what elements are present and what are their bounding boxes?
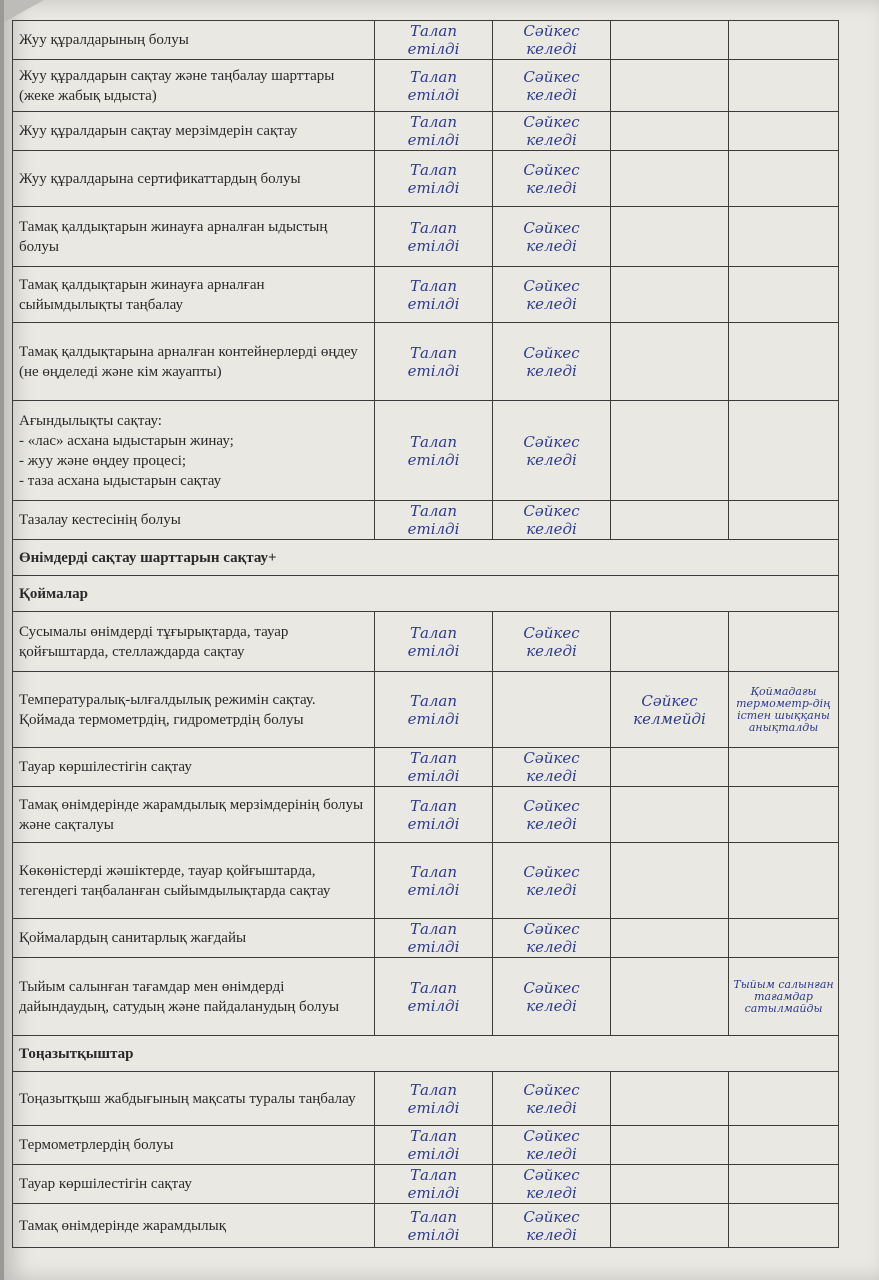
document-page (4, 0, 879, 1280)
table-row (13, 21, 839, 60)
noncompliance-cell (611, 112, 729, 151)
requirement-text: Температуралық-ылғалдылық режимін сақтау. Қоймада термометрдің, гидрометрдің болуы (13, 672, 375, 748)
requirement-status-cell: Талап етілді (375, 501, 493, 540)
requirement-text: Жуу құралдарына сертификаттардың болуы (13, 151, 375, 207)
noncompliance-cell (611, 958, 729, 1036)
noncompliance-cell (611, 207, 729, 267)
noncompliance-cell (611, 60, 729, 112)
table-row (13, 60, 839, 112)
requirement-status-cell: Талап етілді (375, 958, 493, 1036)
note-cell (729, 401, 839, 501)
noncompliance-cell (611, 1204, 729, 1248)
note-cell (729, 612, 839, 672)
requirement-text: Ағындылықты сақтау: - «лас» асхана ыдыстарын жинау; - жуу және өңдеу процесі; - таза асхана ыдыстарын сақтау (13, 401, 375, 501)
noncompliance-cell (611, 401, 729, 501)
note-cell (729, 207, 839, 267)
noncompliance-cell (611, 267, 729, 323)
requirement-text: Тауар көршілестігін сақтау (13, 748, 375, 787)
note-cell (729, 501, 839, 540)
requirement-text: Қоймалардың санитарлық жағдайы (13, 919, 375, 958)
table-row (13, 401, 839, 501)
noncompliance-cell (611, 1126, 729, 1165)
noncompliance-cell (611, 21, 729, 60)
section-row (13, 540, 839, 576)
compliance-cell: Сәйкес келеді (493, 843, 611, 919)
compliance-cell: Сәйкес келеді (493, 919, 611, 958)
table-row (13, 501, 839, 540)
inspection-table-body (13, 21, 839, 1248)
table-row (13, 748, 839, 787)
noncompliance-cell (611, 501, 729, 540)
table-row (13, 1165, 839, 1204)
requirement-text: Тамақ қалдықтарын жинауға арналған сыйымдылықты таңбалау (13, 267, 375, 323)
requirement-status-cell: Талап етілді (375, 21, 493, 60)
requirement-text: Термометрлердің болуы (13, 1126, 375, 1165)
compliance-cell: Сәйкес келеді (493, 1126, 611, 1165)
table-row (13, 843, 839, 919)
requirement-status-cell: Талап етілді (375, 1126, 493, 1165)
note-cell (729, 1165, 839, 1204)
note-cell (729, 60, 839, 112)
compliance-cell: Сәйкес келеді (493, 787, 611, 843)
compliance-cell: Сәйкес келеді (493, 21, 611, 60)
noncompliance-cell (611, 1072, 729, 1126)
note-cell (729, 748, 839, 787)
requirement-text: Тыйым салынған тағамдар мен өнімдерді дайындаудың, сатудың және пайдаланудың болуы (13, 958, 375, 1036)
requirement-text: Сусымалы өнімдерді тұғырықтарда, тауар қойғыштарда, стеллаждарда сақтау (13, 612, 375, 672)
table-row (13, 1204, 839, 1248)
requirement-text: Көкөністерді жәшіктерде, тауар қойғыштарда, тегендегі таңбаланған сыйымдылықтарда сақтау (13, 843, 375, 919)
table-row (13, 1126, 839, 1165)
note-cell (729, 1126, 839, 1165)
section-row (13, 576, 839, 612)
requirement-status-cell: Талап етілді (375, 919, 493, 958)
table-row (13, 151, 839, 207)
table-row (13, 787, 839, 843)
noncompliance-cell (611, 787, 729, 843)
noncompliance-cell (611, 843, 729, 919)
requirement-status-cell: Талап етілді (375, 672, 493, 748)
compliance-cell: Сәйкес келеді (493, 401, 611, 501)
compliance-cell: Сәйкес келеді (493, 1204, 611, 1248)
note-cell (729, 112, 839, 151)
table-row (13, 612, 839, 672)
table-row (13, 1072, 839, 1126)
requirement-status-cell: Талап етілді (375, 267, 493, 323)
noncompliance-cell (611, 323, 729, 401)
requirement-text: Тамақ өнімдерінде жарамдылық (13, 1204, 375, 1248)
note-cell (729, 843, 839, 919)
requirement-text: Жуу құралдарын сақтау мерзімдерін сақтау (13, 112, 375, 151)
requirement-text: Тауар көршілестігін сақтау (13, 1165, 375, 1204)
noncompliance-cell (611, 919, 729, 958)
compliance-cell: Сәйкес келеді (493, 151, 611, 207)
requirement-status-cell: Талап етілді (375, 1204, 493, 1248)
table-row (13, 958, 839, 1036)
noncompliance-cell (611, 1165, 729, 1204)
section-title: Өнімдерді сақтау шарттарын сақтау+ (13, 540, 839, 576)
requirement-text: Жуу құралдарының болуы (13, 21, 375, 60)
note-cell (729, 21, 839, 60)
requirement-status-cell: Талап етілді (375, 1165, 493, 1204)
compliance-cell: Сәйкес келеді (493, 207, 611, 267)
note-cell (729, 323, 839, 401)
note-cell (729, 1204, 839, 1248)
requirement-status-cell: Талап етілді (375, 787, 493, 843)
compliance-cell (493, 672, 611, 748)
requirement-status-cell: Талап етілді (375, 843, 493, 919)
requirement-status-cell: Талап етілді (375, 207, 493, 267)
page-fold (4, 0, 44, 22)
compliance-cell: Сәйкес келеді (493, 748, 611, 787)
requirement-status-cell: Талап етілді (375, 151, 493, 207)
requirement-text: Тамақ өнімдерінде жарамдылық мерзімдерінің болуы және сақталуы (13, 787, 375, 843)
noncompliance-cell: Сәйкес келмейді (611, 672, 729, 748)
inspection-table (12, 20, 839, 1248)
table-row (13, 207, 839, 267)
noncompliance-cell (611, 151, 729, 207)
requirement-status-cell: Талап етілді (375, 60, 493, 112)
requirement-text: Тазалау кестесінің болуы (13, 501, 375, 540)
note-cell (729, 151, 839, 207)
table-row (13, 672, 839, 748)
note-cell (729, 919, 839, 958)
section-title: Тоңазытқыштар (13, 1036, 839, 1072)
compliance-cell: Сәйкес келеді (493, 112, 611, 151)
table-row (13, 919, 839, 958)
requirement-status-cell: Талап етілді (375, 112, 493, 151)
compliance-cell: Сәйкес келеді (493, 323, 611, 401)
table-row (13, 323, 839, 401)
note-cell: Қоймадағы термометр-дің істен шыққаны анықталды (729, 672, 839, 748)
compliance-cell: Сәйкес келеді (493, 60, 611, 112)
table-row (13, 267, 839, 323)
compliance-cell: Сәйкес келеді (493, 612, 611, 672)
requirement-status-cell: Талап етілді (375, 401, 493, 501)
requirement-status-cell: Талап етілді (375, 1072, 493, 1126)
section-title: Қоймалар (13, 576, 839, 612)
table-row (13, 112, 839, 151)
requirement-status-cell: Талап етілді (375, 612, 493, 672)
noncompliance-cell (611, 748, 729, 787)
requirement-status-cell: Талап етілді (375, 323, 493, 401)
compliance-cell: Сәйкес келеді (493, 267, 611, 323)
noncompliance-cell (611, 612, 729, 672)
requirement-text: Жуу құралдарын сақтау және таңбалау шарттары (жеке жабық ыдыста) (13, 60, 375, 112)
compliance-cell: Сәйкес келеді (493, 958, 611, 1036)
requirement-text: Тамақ қалдықтарына арналған контейнерлерді өңдеу (не өңделеді және кім жауапты) (13, 323, 375, 401)
note-cell: Тыйым салынған тағамдар сатылмайды (729, 958, 839, 1036)
requirement-text: Тамақ қалдықтарын жинауға арналған ыдыстың болуы (13, 207, 375, 267)
requirement-text: Тоңазытқыш жабдығының мақсаты туралы таңбалау (13, 1072, 375, 1126)
compliance-cell: Сәйкес келеді (493, 501, 611, 540)
compliance-cell: Сәйкес келеді (493, 1072, 611, 1126)
note-cell (729, 787, 839, 843)
compliance-cell: Сәйкес келеді (493, 1165, 611, 1204)
note-cell (729, 1072, 839, 1126)
requirement-status-cell: Талап етілді (375, 748, 493, 787)
section-row (13, 1036, 839, 1072)
note-cell (729, 267, 839, 323)
